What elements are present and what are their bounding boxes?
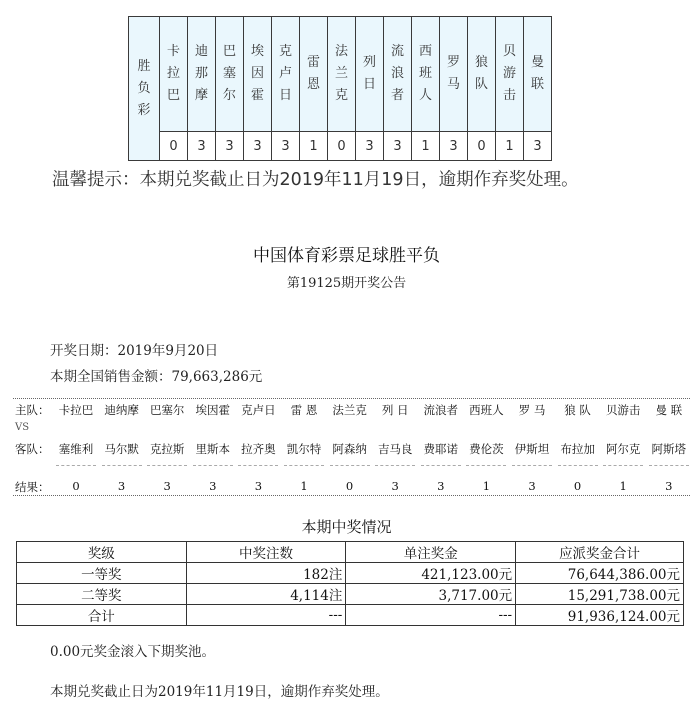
separator-line <box>421 465 461 466</box>
prize-count: --- <box>186 605 346 626</box>
vs-row-label: VS <box>15 422 30 433</box>
separator-line <box>558 465 598 466</box>
result-cell: 1 <box>496 132 524 161</box>
team-row <box>129 17 552 132</box>
result-row-label: 结果： <box>15 480 50 494</box>
home-team: 狼 队 <box>564 403 591 417</box>
away-team: 马尔默 <box>104 442 139 456</box>
result-cell: 1 <box>412 132 440 161</box>
separator-line <box>238 465 278 466</box>
team-cell: 列 日 <box>356 17 384 132</box>
separator-line <box>193 465 233 466</box>
prize-count: 182注 <box>186 563 346 584</box>
away-team: 费耶诺 <box>423 442 459 456</box>
prize-total: 91,936,124.00元 <box>516 605 684 626</box>
prize-header-count: 中奖注数 <box>186 542 346 563</box>
separator-line <box>649 465 689 466</box>
away-team: 克拉斯 <box>149 442 185 456</box>
prize-table-header-row <box>17 542 684 563</box>
result-cell: 1 <box>300 132 328 161</box>
team-cell: 克 卢 日 <box>272 17 300 132</box>
match-result: 3 <box>391 479 399 493</box>
team-cell: 流 浪 者 <box>384 17 412 132</box>
announcement-subtitle: 第19125期开奖公告 <box>286 276 407 291</box>
match-result: 3 <box>528 479 536 493</box>
result-cell: 3 <box>440 132 468 161</box>
result-cell: 3 <box>356 132 384 161</box>
reminder-notice: 温馨提示：本期兑奖截止日为2019年11月19日，逾期作弃奖处理。 <box>52 170 579 190</box>
home-row-label: 主队： <box>15 403 50 417</box>
home-team: 西班人 <box>469 403 504 417</box>
home-team: 流浪者 <box>423 403 459 417</box>
home-team: 法兰克 <box>332 403 367 417</box>
match-result: 3 <box>254 479 263 493</box>
match-grid <box>13 398 690 496</box>
prize-header-total: 应派奖金合计 <box>516 542 684 563</box>
home-team: 罗 马 <box>518 403 546 417</box>
away-team: 阿尔克 <box>605 442 641 456</box>
team-cell: 巴 塞 尔 <box>216 17 244 132</box>
team-cell: 雷 恩 <box>300 17 328 132</box>
result-cell: 3 <box>244 132 272 161</box>
home-team: 迪纳摩 <box>104 403 139 417</box>
announcement-title: 中国体育彩票足球胜平负 <box>253 246 440 266</box>
match-result: 1 <box>300 479 308 493</box>
separator-line <box>102 465 142 466</box>
team-cell: 埃 因 霍 <box>244 17 272 132</box>
team-cell: 迪 那 摩 <box>188 17 216 132</box>
separator-line <box>284 465 324 466</box>
separator-line <box>375 465 415 466</box>
prize-single: --- <box>346 605 516 626</box>
away-team: 费伦茨 <box>469 442 504 456</box>
prize-heading: 本期中奖情况 <box>301 518 392 536</box>
separator-line <box>147 465 187 466</box>
sales-amount: 本期全国销售金额：79,663,286元 <box>50 369 263 385</box>
match-result: 3 <box>437 479 445 493</box>
prize-total: 76,644,386.00元 <box>516 563 684 584</box>
away-team: 阿斯塔 <box>651 442 687 456</box>
home-team: 贝游击 <box>605 403 641 417</box>
separator-line <box>603 465 643 466</box>
match-result: 1 <box>619 479 627 493</box>
away-team: 布拉加 <box>560 442 595 456</box>
match-result: 0 <box>72 479 80 493</box>
prize-single: 421,123.00元 <box>346 563 516 584</box>
team-cell: 西 班 人 <box>412 17 440 132</box>
home-team: 卡拉巴 <box>58 403 94 417</box>
prize-level: 一等奖 <box>17 563 187 584</box>
result-cell: 3 <box>384 132 412 161</box>
home-team: 克卢日 <box>241 403 276 417</box>
separator-line <box>56 465 96 466</box>
away-team: 吉马良 <box>377 442 413 456</box>
away-team: 阿森纳 <box>332 442 367 456</box>
team-cell: 法 兰 克 <box>328 17 356 132</box>
team-cell: 卡 拉 巴 <box>160 17 188 132</box>
prize-level: 二等奖 <box>17 584 187 605</box>
away-row-label: 客队： <box>15 442 50 456</box>
rollover-note: 0.00元奖金滚入下期奖池。 <box>50 644 216 660</box>
match-result: 3 <box>209 479 217 493</box>
table-header-cell <box>129 17 160 161</box>
separator-line <box>330 465 370 466</box>
prize-count: 4,114注 <box>186 584 346 605</box>
team-cell: 罗 马 <box>440 17 468 132</box>
away-team: 伊斯坦 <box>514 442 550 456</box>
result-cell: 0 <box>468 132 496 161</box>
match-result: 0 <box>345 479 354 493</box>
match-result: 1 <box>482 479 491 493</box>
result-cell: 0 <box>160 132 188 161</box>
prize-header-single: 单注奖金 <box>346 542 516 563</box>
match-result: 3 <box>665 479 673 493</box>
table-row <box>17 563 684 584</box>
result-cell: 3 <box>188 132 216 161</box>
match-result: 3 <box>117 479 126 493</box>
separator-line <box>512 465 552 466</box>
prize-single: 3,717.00元 <box>346 584 516 605</box>
home-team: 列 日 <box>381 403 409 417</box>
deadline-note: 本期兑奖截止日为2019年11月19日，逾期作弃奖处理。 <box>50 684 389 700</box>
prize-total: 15,291,738.00元 <box>516 584 684 605</box>
match-result: 0 <box>573 479 582 493</box>
result-cell: 3 <box>524 132 552 161</box>
prize-level: 合计 <box>17 605 187 626</box>
result-row <box>129 132 552 161</box>
result-cell: 3 <box>272 132 300 161</box>
away-team: 拉齐奥 <box>241 442 276 456</box>
result-cell: 0 <box>328 132 356 161</box>
separator-line <box>466 465 506 466</box>
team-cell: 狼 队 <box>468 17 496 132</box>
table-row <box>17 605 684 626</box>
table-header-label: 胜 负 彩 <box>137 58 151 118</box>
team-cell: 曼 联 <box>524 17 552 132</box>
home-team: 曼 联 <box>655 403 683 417</box>
results-summary-table <box>128 16 552 161</box>
prize-header-level: 奖级 <box>17 542 187 563</box>
team-cell: 贝 游 击 <box>496 17 524 132</box>
home-team: 巴塞尔 <box>149 403 185 417</box>
draw-date: 开奖日期：2019年9月20日 <box>50 343 219 359</box>
prize-table <box>16 541 684 626</box>
match-result: 3 <box>163 479 171 493</box>
home-team: 埃因霍 <box>195 403 231 417</box>
result-cell: 3 <box>216 132 244 161</box>
table-row <box>17 584 684 605</box>
away-team: 里斯本 <box>195 442 231 456</box>
away-team: 塞维利 <box>58 442 94 456</box>
away-team: 凯尔特 <box>286 442 322 456</box>
home-team: 雷 恩 <box>290 403 318 417</box>
